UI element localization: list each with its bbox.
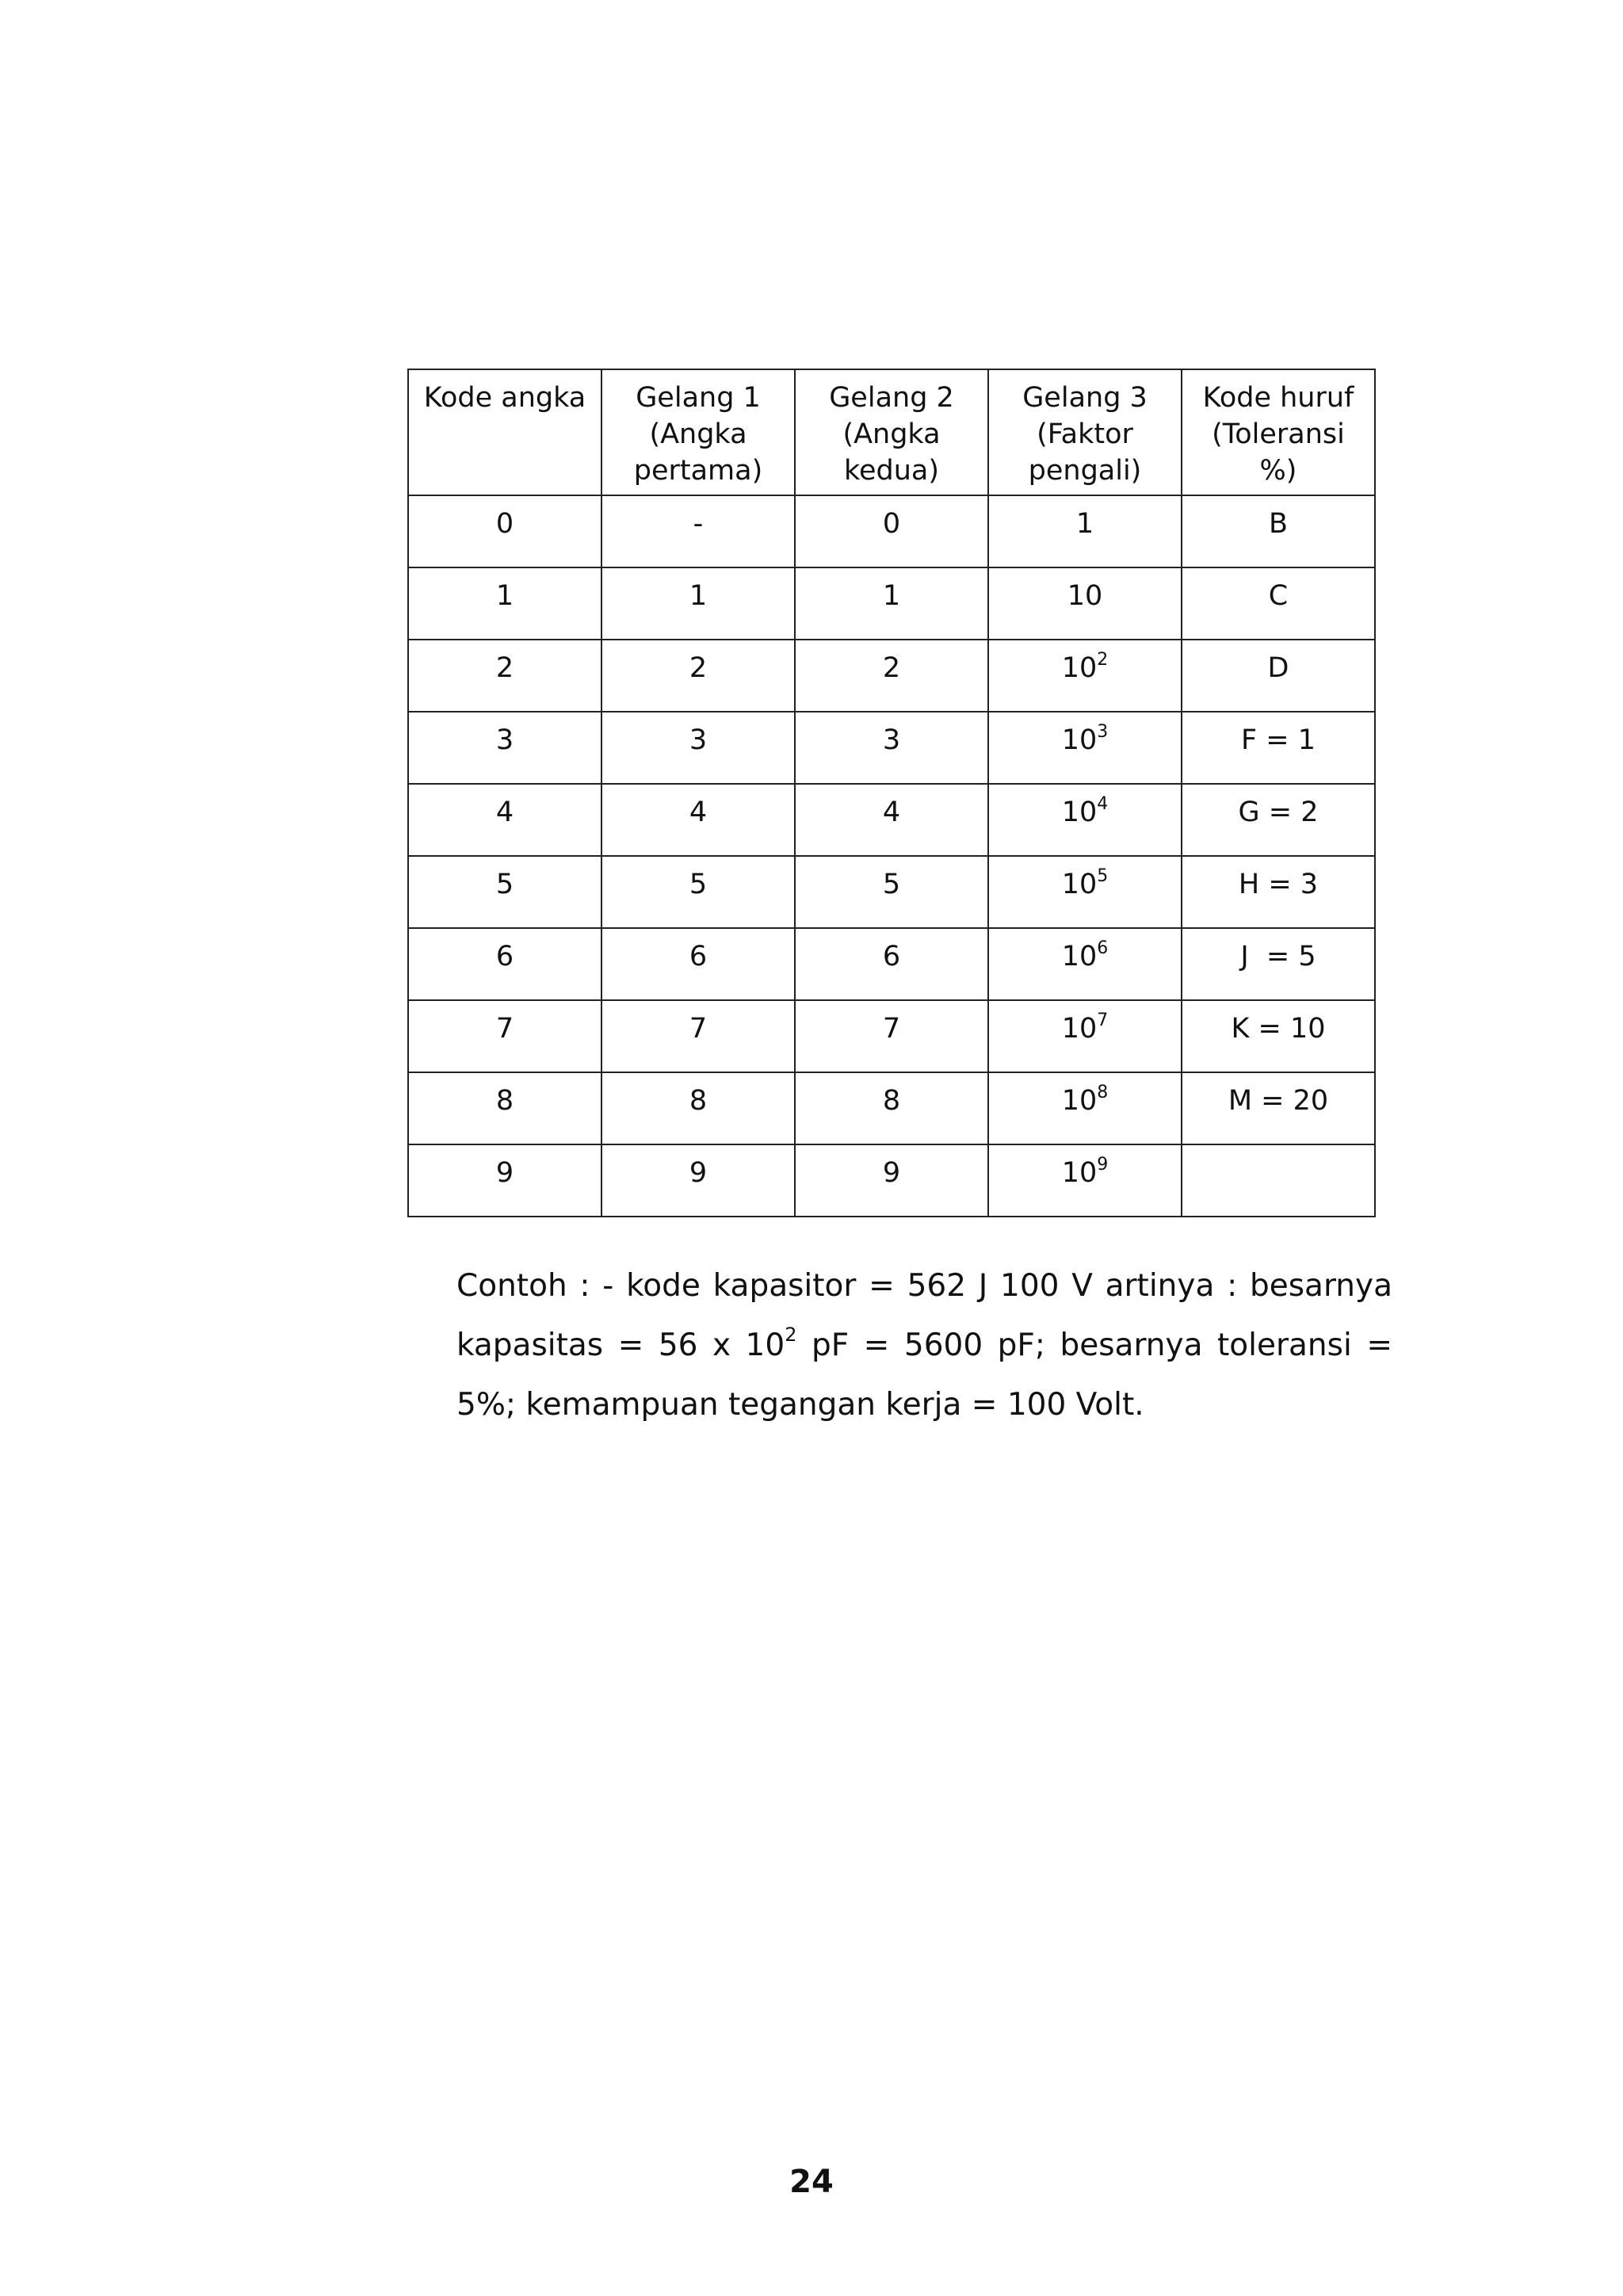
table-row: [408, 495, 1375, 567]
example-paragraph: Contoh : - kode kapasitor = 562 J 100 V artinya : besarnya kapasitas = 56 x $10^2$ pF = 5600 pF; besarnya toleransi = 5%; kemampuan tegangan kerja = 100 Volt.: [456, 1268, 1392, 1423]
cell-kode-angka: 3: [408, 712, 601, 784]
cell-gelang-1: 2: [601, 640, 795, 712]
cell-kode-angka: 2: [408, 640, 601, 712]
cell-gelang-2: 1: [795, 567, 988, 640]
cell-gelang-1: 9: [601, 1144, 795, 1217]
header-gelang-2: Gelang 2 (Angka kedua): [795, 369, 988, 495]
cell-gelang-3: $10^5$: [988, 856, 1182, 928]
cell-gelang-1: -: [601, 495, 795, 567]
cell-gelang-3: $10^9$: [988, 1144, 1182, 1217]
cell-gelang-2: 3: [795, 712, 988, 784]
cell-gelang-3: $10^6$: [988, 928, 1182, 1000]
cell-gelang-1: 7: [601, 1000, 795, 1072]
page-number: 24: [789, 2164, 834, 2200]
cell-kode-huruf: K = 10: [1182, 1000, 1375, 1072]
cell-kode-angka: 9: [408, 1144, 601, 1217]
table-row: [408, 856, 1375, 928]
table-row: [408, 1072, 1375, 1144]
cell-gelang-3: $10^4$: [988, 784, 1182, 856]
cell-gelang-2: 8: [795, 1072, 988, 1144]
table-row: [408, 784, 1375, 856]
cell-gelang-1: 1: [601, 567, 795, 640]
cell-gelang-1: 3: [601, 712, 795, 784]
cell-kode-huruf: D: [1182, 640, 1375, 712]
cell-gelang-2: 5: [795, 856, 988, 928]
cell-kode-angka: 6: [408, 928, 601, 1000]
cell-kode-huruf: B: [1182, 495, 1375, 567]
table-row: [408, 567, 1375, 640]
cell-gelang-2: 2: [795, 640, 988, 712]
cell-kode-huruf: [1182, 1144, 1375, 1217]
table-row: [408, 712, 1375, 784]
cell-kode-angka: 0: [408, 495, 601, 567]
cell-kode-huruf: M = 20: [1182, 1072, 1375, 1144]
table-header-row: [408, 369, 1375, 495]
cell-gelang-1: 6: [601, 928, 795, 1000]
cell-gelang-1: 5: [601, 856, 795, 928]
cell-kode-huruf: C: [1182, 567, 1375, 640]
capacitor-code-table: [407, 369, 1376, 1217]
cell-gelang-2: 4: [795, 784, 988, 856]
table-row: [408, 640, 1375, 712]
cell-gelang-3: $10^2$: [988, 640, 1182, 712]
cell-kode-huruf: H = 3: [1182, 856, 1375, 928]
cell-gelang-3: $10^3$: [988, 712, 1182, 784]
cell-gelang-3: 10: [988, 567, 1182, 640]
cell-kode-huruf: J = 5: [1182, 928, 1375, 1000]
header-kode-angka: Kode angka: [408, 369, 601, 495]
table-row: [408, 1144, 1375, 1217]
cell-kode-huruf: F = 1: [1182, 712, 1375, 784]
header-kode-huruf: Kode huruf (Toleransi %): [1182, 369, 1375, 495]
cell-gelang-2: 6: [795, 928, 988, 1000]
cell-gelang-3: $10^8$: [988, 1072, 1182, 1144]
cell-gelang-1: 4: [601, 784, 795, 856]
cell-gelang-2: 9: [795, 1144, 988, 1217]
cell-gelang-3: 1: [988, 495, 1182, 567]
cell-gelang-2: 7: [795, 1000, 988, 1072]
cell-gelang-1: 8: [601, 1072, 795, 1144]
table-row: [408, 928, 1375, 1000]
header-gelang-3: Gelang 3 (Faktor pengali): [988, 369, 1182, 495]
cell-kode-angka: 1: [408, 567, 601, 640]
cell-gelang-3: $10^7$: [988, 1000, 1182, 1072]
cell-kode-angka: 4: [408, 784, 601, 856]
cell-kode-angka: 5: [408, 856, 601, 928]
cell-gelang-2: 0: [795, 495, 988, 567]
header-gelang-1: Gelang 1 (Angka pertama): [601, 369, 795, 495]
cell-kode-angka: 8: [408, 1072, 601, 1144]
cell-kode-huruf: G = 2: [1182, 784, 1375, 856]
table-row: [408, 1000, 1375, 1072]
cell-kode-angka: 7: [408, 1000, 601, 1072]
